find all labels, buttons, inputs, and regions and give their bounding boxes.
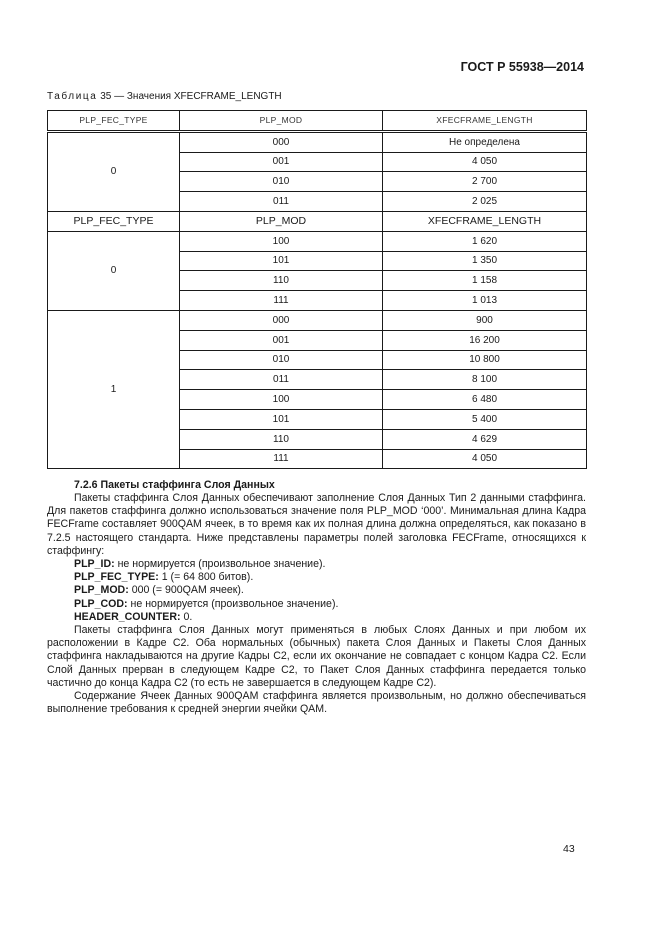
mod-cell: 101	[180, 251, 383, 271]
field-line	[47, 611, 586, 624]
table-header-row	[48, 111, 587, 132]
paragraph: Содержание Ячеек Данных 900QAM стаффинга является произвольным, но должно обеспечиваться выполнение требования к средней энергии ячейки QAM.	[47, 690, 586, 716]
mod-cell: 111	[180, 291, 383, 311]
table-row	[48, 231, 587, 251]
mod-cell: 101	[180, 409, 383, 429]
mod-cell: 000	[180, 131, 383, 152]
field-line	[47, 584, 586, 597]
mod-cell: 001	[180, 152, 383, 172]
fec-type-cell: 0	[48, 131, 180, 211]
column-header: PLP_MOD	[180, 111, 383, 132]
field-value: 000 (= 900QAM ячеек).	[128, 584, 244, 597]
column-header: PLP_MOD	[180, 211, 383, 231]
field-line	[47, 571, 586, 584]
field-name: PLP_COD:	[74, 597, 128, 610]
column-header: XFECFRAME_LENGTH	[383, 111, 587, 132]
length-cell: 10 800	[383, 350, 587, 370]
mod-cell: 100	[180, 390, 383, 410]
document-id: ГОСТ Р 55938—2014	[460, 60, 584, 74]
mod-cell: 010	[180, 350, 383, 370]
field-name: HEADER_COUNTER:	[74, 610, 181, 623]
field-name: PLP_FEC_TYPE:	[74, 571, 159, 584]
mod-cell: 111	[180, 449, 383, 469]
section-body	[47, 478, 586, 716]
mod-cell: 001	[180, 330, 383, 350]
field-name: PLP_ID:	[74, 558, 115, 571]
fec-type-cell: 0	[48, 231, 180, 310]
length-cell: 6 480	[383, 390, 587, 410]
repeated-header-row	[48, 211, 587, 231]
length-cell: 2 700	[383, 172, 587, 192]
length-cell: 1 013	[383, 291, 587, 311]
length-cell: 4 050	[383, 152, 587, 172]
fec-type-cell: 1	[48, 310, 180, 468]
mod-cell: 110	[180, 429, 383, 449]
length-cell: 1 350	[383, 251, 587, 271]
length-cell: 5 400	[383, 409, 587, 429]
length-cell: Не определена	[383, 131, 587, 152]
page-number: 43	[563, 843, 575, 855]
table-caption	[47, 91, 282, 102]
length-cell: 1 158	[383, 271, 587, 291]
table-row	[48, 131, 587, 152]
caption-title: — Значения XFECFRAME_LENGTH	[114, 91, 282, 102]
field-value: не нормируется (произвольное значение).	[127, 597, 339, 610]
mod-cell: 011	[180, 370, 383, 390]
length-cell: 4 050	[383, 449, 587, 469]
length-cell: 1 620	[383, 231, 587, 251]
paragraph: Пакеты стаффинга Слоя Данных могут применяться в любых Слоях Данных и при любом их расположении в Кадре С2. Оба нормальных (обычных) пакета Слоя Данных и Пакеты Слоя Данных стаффинга накладываются на другие Кадры С2, если их окончание не совпадает с концом Кадра С2. Если Слой Данных прерван в следующем Кадре С2, то Пакет Слоя Данных стаффинга передается только частично до конца Кадра С2 (то есть не завершается в следующем Кадре С2).	[47, 624, 586, 689]
field-name: PLP_MOD:	[74, 584, 129, 597]
mod-cell: 011	[180, 192, 383, 212]
field-value: не нормируется (произвольное значение).	[114, 558, 326, 571]
length-cell: 8 100	[383, 370, 587, 390]
mod-cell: 010	[180, 172, 383, 192]
field-line	[47, 598, 586, 611]
mod-cell: 100	[180, 231, 383, 251]
table-row	[48, 310, 587, 330]
caption-label: Таблица	[47, 91, 98, 102]
column-header: PLP_FEC_TYPE	[48, 111, 180, 132]
section-heading: 7.2.6 Пакеты стаффинга Слоя Данных	[74, 479, 275, 491]
field-value: 1 (= 64 800 битов).	[158, 571, 254, 584]
length-cell: 2 025	[383, 192, 587, 212]
column-header: PLP_FEC_TYPE	[48, 211, 180, 231]
length-cell: 900	[383, 310, 587, 330]
xfecframe-length-table	[47, 110, 587, 469]
caption-number: 35	[100, 91, 112, 102]
column-header: XFECFRAME_LENGTH	[383, 211, 587, 231]
mod-cell: 110	[180, 271, 383, 291]
field-line	[47, 558, 586, 571]
mod-cell: 000	[180, 310, 383, 330]
length-cell: 4 629	[383, 429, 587, 449]
length-cell: 16 200	[383, 330, 587, 350]
field-value: 0.	[180, 610, 193, 623]
paragraph: Пакеты стаффинга Слоя Данных обеспечивают заполнение Слоя Данных Тип 2 данными стаффинга. Для пакетов стаффинга должно использоваться значение поля PLP_MOD ‘000’. Минимальная длина Кадра FECFrame составляет 900QAM ячеек, в то время как их полная длина должна определяться, как показано в 7.2.5 настоящего стандарта. Ниже представлены параметры полей заголовка FECFrame, относящихся к стаффингу:	[47, 492, 586, 557]
